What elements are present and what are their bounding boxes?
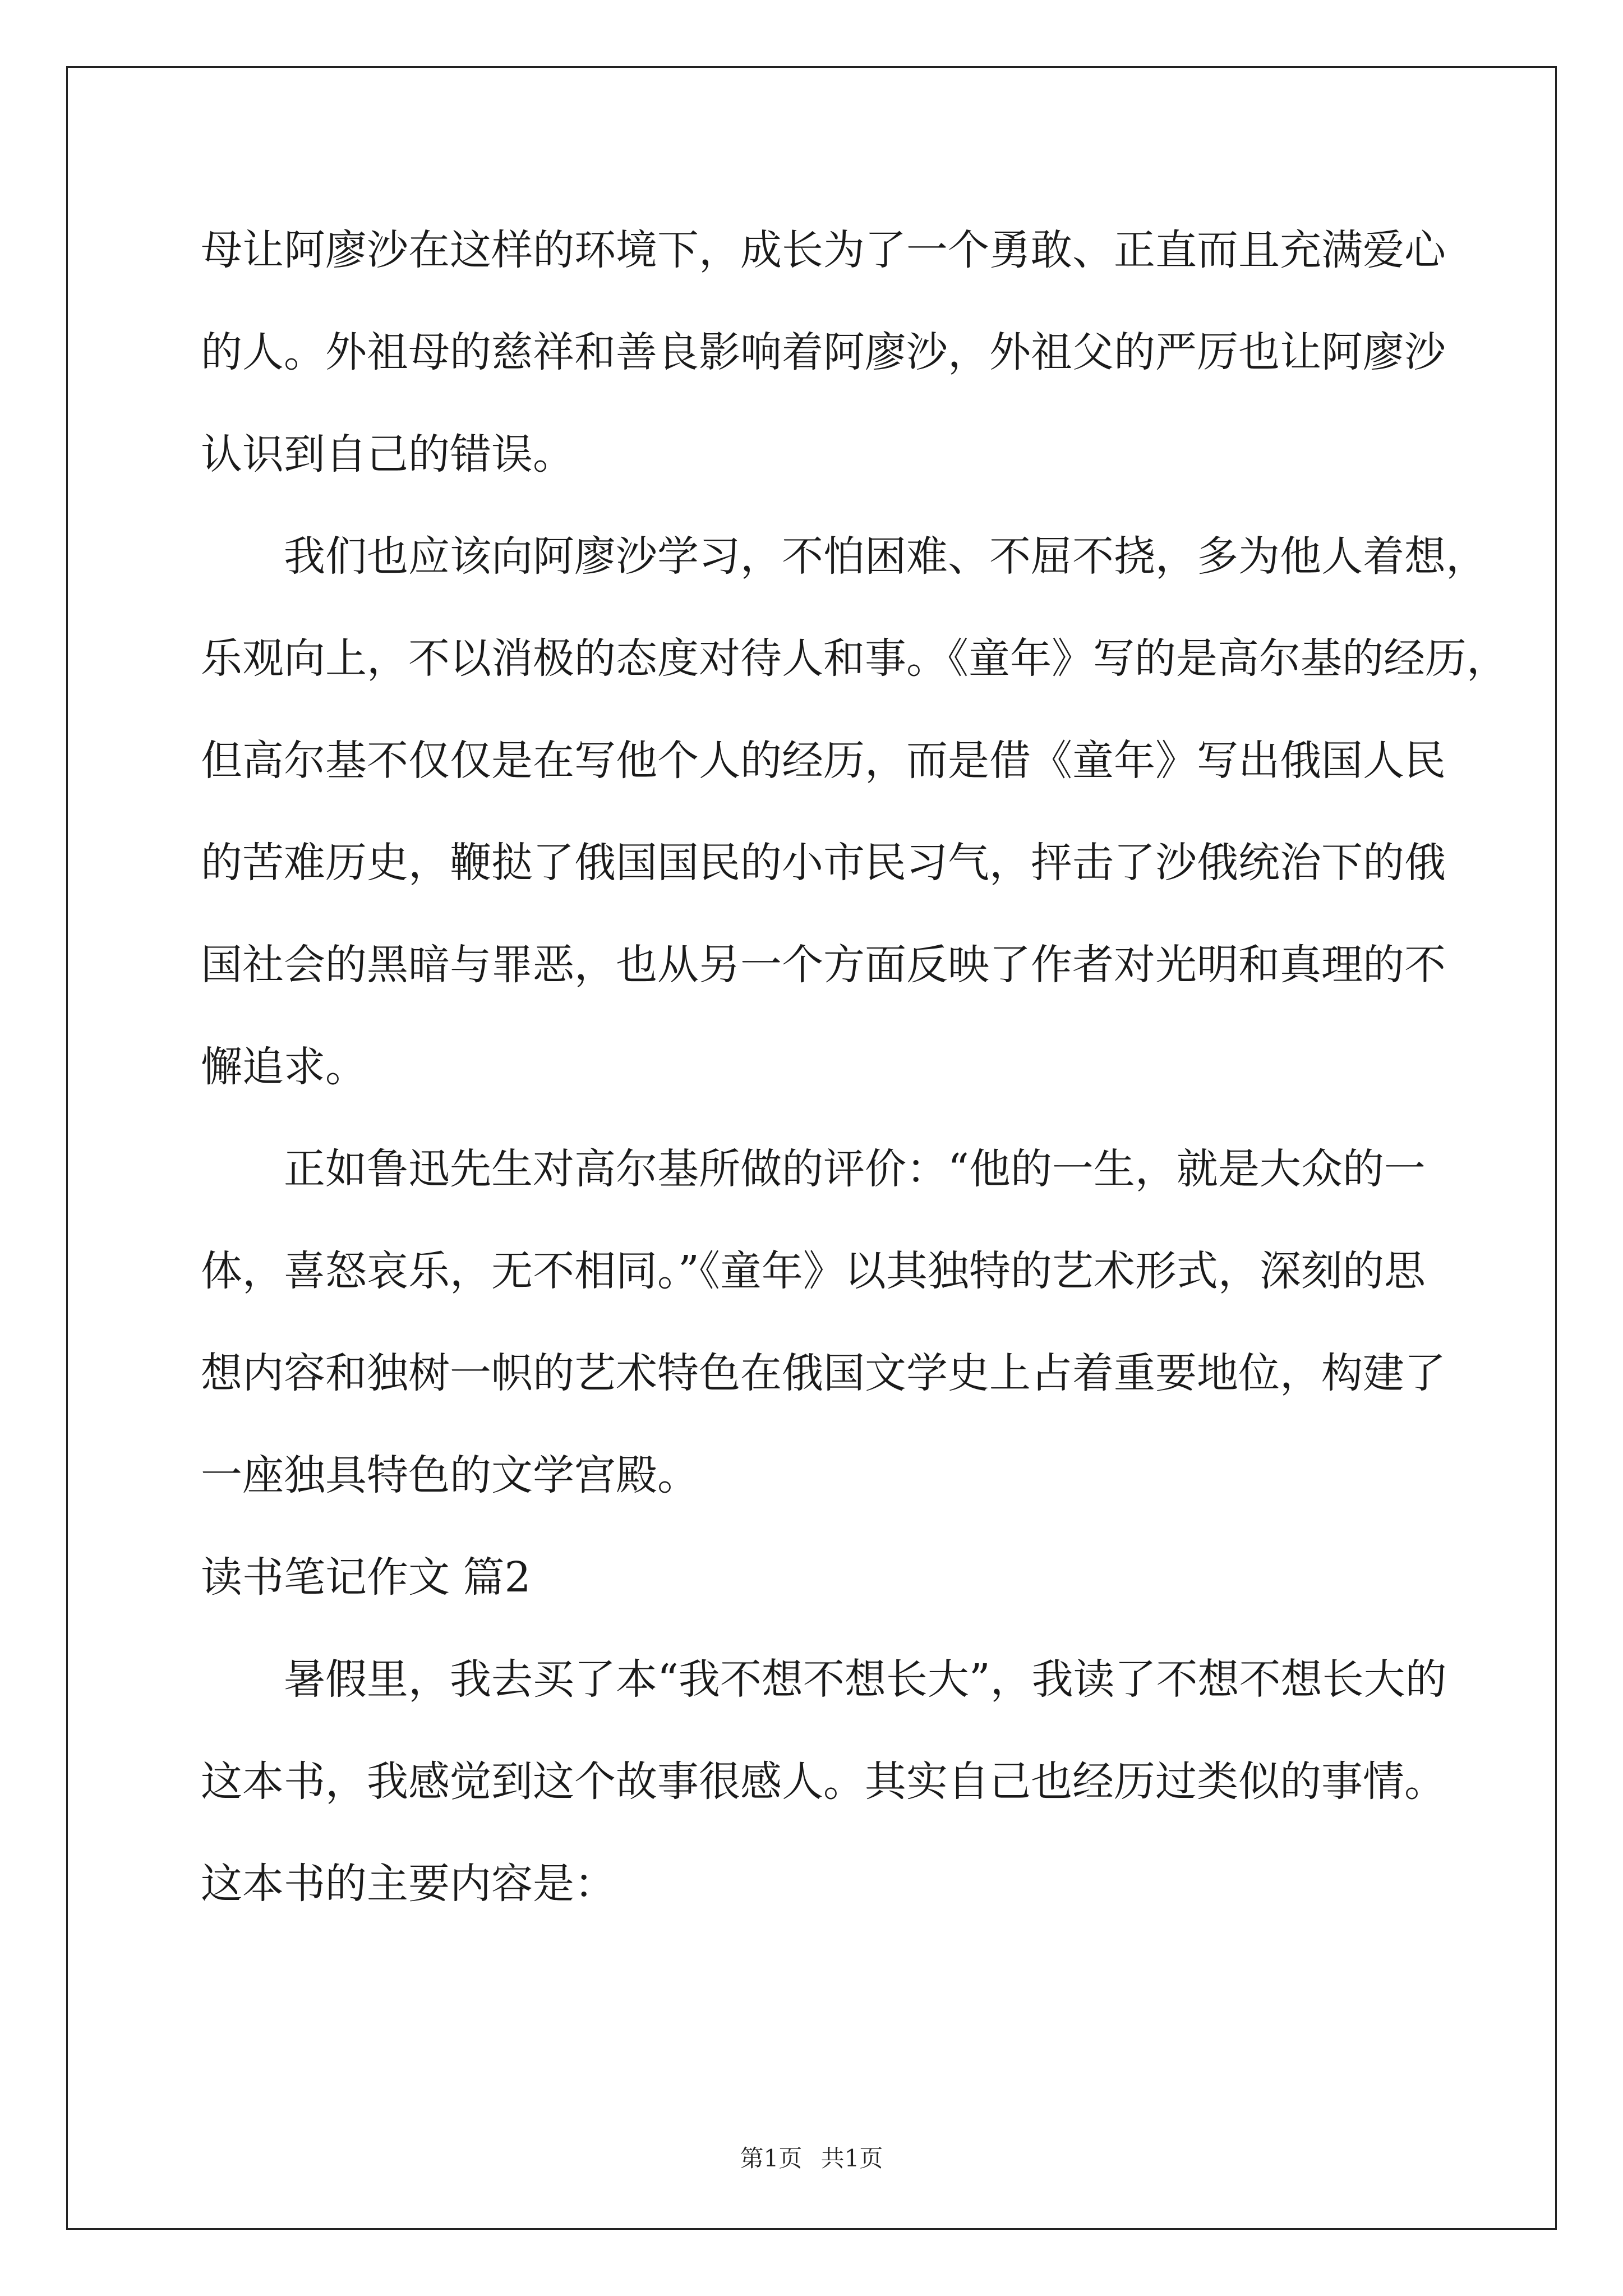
section-heading: 读书笔记作文 篇2	[201, 1553, 531, 1602]
text-line: 这本书，我感觉到这个故事很感人。其实自己也经历过类似的事情。	[201, 1757, 1446, 1806]
text-line: 的苦难历史，鞭挞了俄国国民的小市民习气，抨击了沙俄统治下的俄	[201, 839, 1446, 887]
text-line: 这本书的主要内容是：	[201, 1860, 616, 1908]
text-line: 乐观向上，不以消极的态度对待人和事。《童年》写的是高尔基的经历，	[201, 634, 1508, 683]
text-line: 懈追求。	[201, 1043, 367, 1091]
text-line: 的人。外祖母的慈祥和善良影响着阿廖沙，外祖父的严厉也让阿廖沙	[201, 328, 1446, 376]
text-line: 体，喜怒哀乐，无不相同。”《童年》以其独特的艺术形式，深刻的思	[201, 1247, 1426, 1295]
text-line: 想内容和独树一帜的艺术特色在俄国文学史上占着重要地位，构建了	[201, 1349, 1446, 1397]
text-line: 一座独具特色的文学宫殿。	[201, 1451, 699, 1499]
paragraph-start-line: 暑假里，我去买了本“我不想不想长大”，我读了不想不想长大的	[284, 1655, 1447, 1704]
text-line: 但高尔基不仅仅是在写他个人的经历，而是借《童年》写出俄国人民	[201, 737, 1446, 785]
page-number: 第1页 共1页	[740, 2145, 883, 2172]
text-line: 母让阿廖沙在这样的环境下，成长为了一个勇敢、正直而且充满爱心	[201, 226, 1446, 274]
paragraph-start-line: 我们也应该向阿廖沙学习，不怕困难、不屈不挠，多为他人着想，	[284, 532, 1487, 581]
text-line: 认识到自己的错误。	[201, 430, 574, 478]
text-line: 国社会的黑暗与罪恶，也从另一个方面反映了作者对光明和真理的不	[201, 941, 1446, 989]
paragraph-start-line: 正如鲁迅先生对高尔基所做的评价：“他的一生，就是大众的一	[284, 1145, 1426, 1193]
